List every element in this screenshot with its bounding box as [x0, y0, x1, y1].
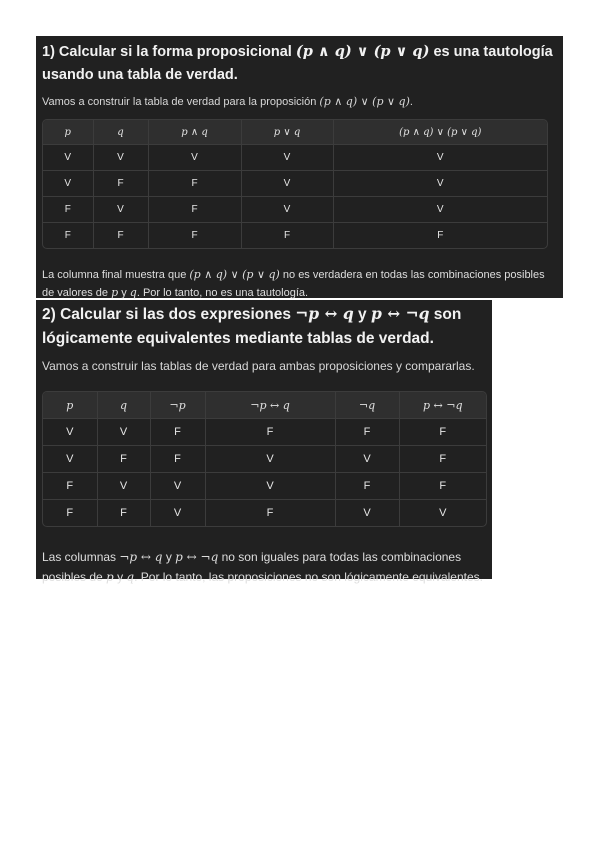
table-cell: F: [43, 197, 93, 223]
heading-formula: (p ∧ q) ∨ (p ∨ q): [295, 43, 430, 60]
table-cell: F: [148, 197, 241, 223]
table-cell: V: [335, 446, 399, 473]
table-cell: V: [241, 197, 333, 223]
table-cell: F: [399, 446, 486, 473]
table-cell: V: [43, 419, 97, 446]
section-1-heading: 1) Calcular si la forma proposicional (p ∧ q) ∨ (p ∨ q) es una tautología usando una tabla de verdad.: [42, 43, 553, 83]
table-cell: F: [205, 500, 335, 527]
table-cell: V: [97, 419, 150, 446]
column-header: p: [43, 120, 93, 145]
section-2-intro: Vamos a construir las tablas de verdad para ambas proposiciones y compararlas.: [42, 359, 475, 373]
table-cell: F: [399, 473, 486, 500]
column-header: p ∨ q: [241, 120, 333, 145]
table-header-row: [43, 120, 547, 145]
table-cell: F: [43, 473, 97, 500]
table-cell: V: [43, 145, 93, 171]
table-cell: V: [148, 145, 241, 171]
table-cell: V: [333, 145, 547, 171]
table-cell: V: [399, 500, 486, 527]
truth-table-2: [42, 391, 487, 527]
table-cell: V: [241, 171, 333, 197]
table-cell: F: [335, 473, 399, 500]
column-header: ¬q: [335, 392, 399, 419]
table-cell: V: [333, 197, 547, 223]
intro-formula: (p ∧ q) ∨ (p ∨ q): [319, 95, 410, 108]
column-header: (p ∧ q) ∨ (p ∨ q): [333, 120, 547, 145]
table-cell: V: [205, 446, 335, 473]
table-cell: V: [335, 500, 399, 527]
table-cell: V: [43, 446, 97, 473]
table-row: [43, 145, 547, 171]
table-cell: F: [150, 446, 205, 473]
section-2-conclusion: Las columnas ¬p ↔ q y p ↔ ¬q no son iguales para todas las combinaciones posibles de p y q. Por lo tanto, las proposiciones no son lógicamente equivalentes.: [42, 550, 483, 584]
table-cell: F: [150, 419, 205, 446]
column-header: p ∧ q: [148, 120, 241, 145]
column-header: ¬p: [150, 392, 205, 419]
table-cell: V: [97, 473, 150, 500]
table-cell: F: [93, 223, 148, 249]
table-cell: F: [43, 500, 97, 527]
table-row: [43, 473, 486, 500]
table-cell: V: [93, 145, 148, 171]
section-2-panel: [36, 300, 492, 584]
section-1-intro: Vamos a construir la tabla de verdad para la proposición (p ∧ q) ∨ (p ∨ q).: [42, 95, 413, 108]
column-header: ¬p ↔ q: [205, 392, 335, 419]
conclusion-formula-2: p ↔ ¬q: [175, 550, 219, 564]
table-cell: F: [97, 500, 150, 527]
table-cell: V: [93, 197, 148, 223]
table-cell: F: [148, 171, 241, 197]
table-header-row: [43, 392, 486, 419]
table-cell: F: [148, 223, 241, 249]
conclusion-formula-1: ¬p ↔ q: [119, 550, 163, 564]
column-header: p ↔ ¬q: [399, 392, 486, 419]
table-cell: V: [333, 171, 547, 197]
table-cell: F: [335, 419, 399, 446]
truth-table-1: [42, 119, 548, 249]
table-cell: F: [97, 446, 150, 473]
table-cell: F: [43, 223, 93, 249]
section-1-panel: [36, 36, 563, 298]
table-cell: V: [150, 473, 205, 500]
table-cell: F: [241, 223, 333, 249]
section-2-heading: 2) Calcular si las dos expresiones ¬p ↔ q y p ↔ ¬q son lógicamente equivalentes mediante tablas de verdad.: [42, 304, 462, 347]
table-row: [43, 171, 547, 197]
table-cell: V: [241, 145, 333, 171]
table-cell: F: [205, 419, 335, 446]
column-header: q: [93, 120, 148, 145]
table-row: [43, 446, 486, 473]
table-cell: V: [43, 171, 93, 197]
table-cell: F: [333, 223, 547, 249]
section-1-conclusion: La columna final muestra que (p ∧ q) ∨ (p ∨ q) no es verdadera en todas las combinaciones posibles de valores de p y q. Por lo tanto, no es una tautología.: [42, 268, 545, 299]
table-row: [43, 197, 547, 223]
heading-formula-2: p ↔ ¬q: [370, 304, 430, 323]
table-row: [43, 419, 486, 446]
conclusion-formula: (p ∧ q) ∨ (p ∨ q): [189, 268, 280, 281]
table-cell: F: [93, 171, 148, 197]
table-cell: V: [150, 500, 205, 527]
column-header: q: [97, 392, 150, 419]
heading-formula-1: ¬p ↔ q: [295, 304, 354, 323]
table-row: [43, 500, 486, 527]
table-cell: V: [205, 473, 335, 500]
column-header: p: [43, 392, 97, 419]
table-row: [43, 223, 547, 249]
table-cell: F: [399, 419, 486, 446]
